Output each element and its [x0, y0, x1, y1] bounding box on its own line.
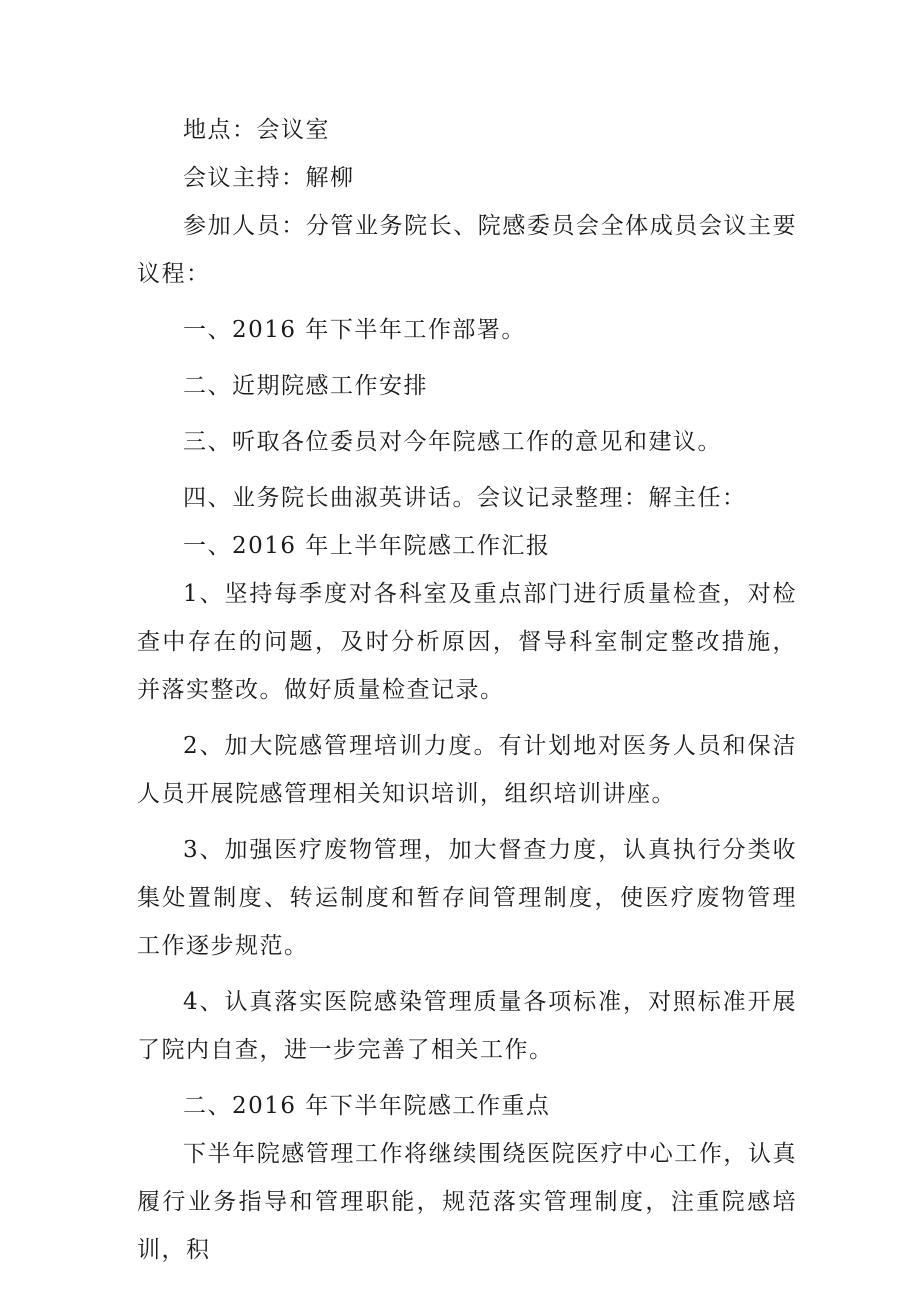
paragraph-item-1: 1、坚持每季度对各科室及重点部门进行质量检查，对检查中存在的问题，及时分析原因，督导科室制定整改措施，并落实整改。做好质量检查记录。	[137, 581, 797, 703]
paragraph-item-3: 3、加强医疗废物管理，加大督查力度，认真执行分类收集处置制度、转运制度和暂存间管理制度，使医疗废物管理工作逐步规范。	[137, 837, 797, 959]
paragraph-agenda-2: 二、近期院感工作安排	[183, 373, 428, 399]
document-body	[137, 106, 797, 1274]
paragraph-host: 会议主持：解柳	[183, 165, 355, 191]
section-heading-first-half: 一、2016 年上半年院感工作汇报	[183, 533, 551, 559]
section-heading-second-half: 二、2016 年下半年院感工作重点	[183, 1093, 551, 1119]
paragraph-attendees: 参加人员：分管业务院长、院感委员会全体成员会议主要议程：	[137, 213, 797, 287]
paragraph-location: 地点：会议室	[183, 117, 330, 143]
paragraph-item-4: 4、认真落实医院感染管理质量各项标准，对照标准开展了院内自查，进一步完善了相关工作。	[137, 989, 797, 1063]
paragraph-agenda-3: 三、听取各位委员对今年院感工作的意见和建议。	[183, 429, 722, 455]
paragraph-agenda-1: 一、2016 年下半年工作部署。	[183, 317, 526, 343]
paragraph-agenda-4: 四、业务院长曲淑英讲话。会议记录整理：解主任：	[183, 485, 747, 511]
paragraph-item-2: 2、加大院感管理培训力度。有计划地对医务人员和保洁人员开展院感管理相关知识培训，组织培训讲座。	[137, 733, 797, 807]
paragraph-second-half-body: 下半年院感管理工作将继续围绕医院医疗中心工作，认真履行业务指导和管理职能，规范落实管理制度，注重院感培训，积	[137, 1141, 797, 1263]
